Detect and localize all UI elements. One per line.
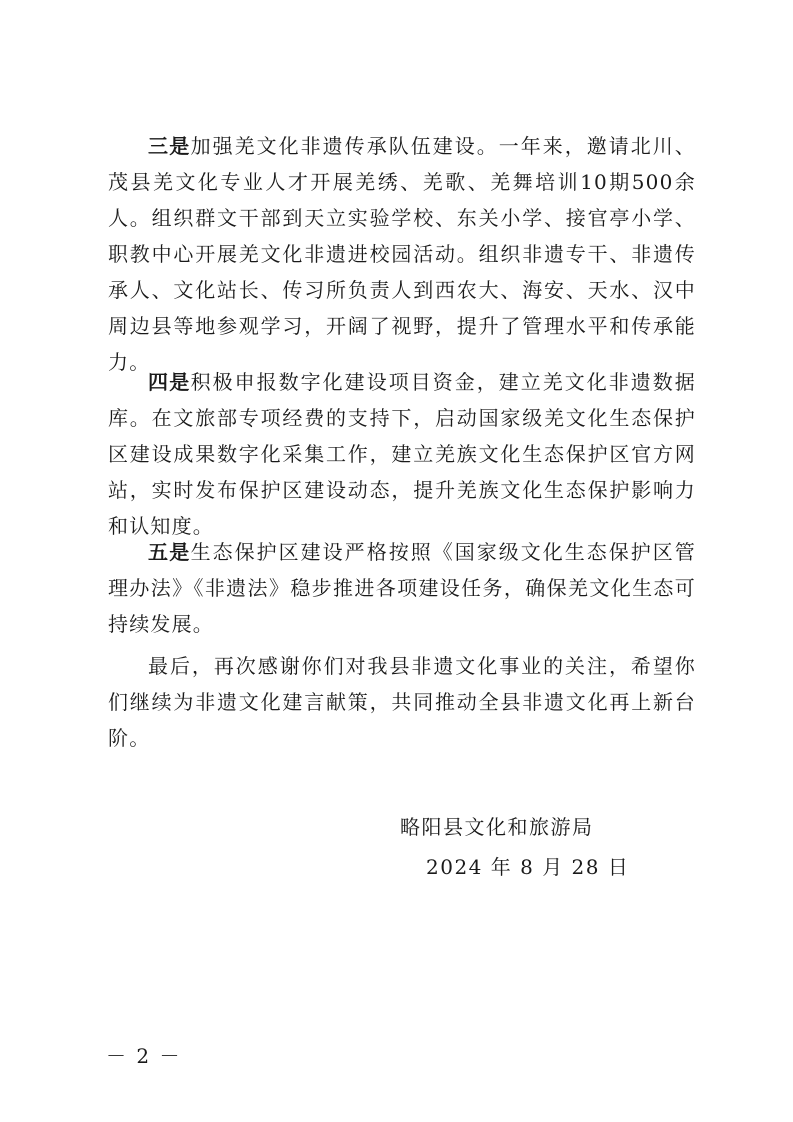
paragraph-text: 加强羌文化非遗传承队伍建设。一年来，邀请北川、茂县羌文化专业人才开展羌绣、羌歌、羌舞培训10期500余人。组织群文干部到天立实验学校、东关小学、接官亭小学、职教中心开展羌文化非遗进校园活动。组织非遗专干、非遗传承人、文化站长、传习所负责人到西农大、海安、天水、汉中周边县等地参观学习，开阔了视野，提升了管理水平和传承能力。 <box>108 134 696 374</box>
paragraph-lead: 五是 <box>148 540 191 564</box>
page-number: － 2 － <box>106 1044 182 1068</box>
paragraph-text: 生态保护区建设严格按照《国家级文化生态保护区管理办法》《非遗法》稳步推进各项建设任务，确保羌文化生态可持续发展。 <box>108 540 696 636</box>
paragraph-text: 最后，再次感谢你们对我县非遗文化事业的关注，希望你们继续为非遗文化建言献策，共同推动全县非遗文化再上新台阶。 <box>108 654 696 750</box>
signature-organization: 略阳县文化和旅游局 <box>400 815 594 839</box>
paragraph-three <box>108 128 696 380</box>
paragraph-four <box>108 364 696 544</box>
paragraph-lead: 四是 <box>148 370 191 394</box>
paragraph-text: 积极申报数字化建设项目资金，建立羌文化非遗数据库。在文旅部专项经费的支持下，启动国家级羌文化生态保护区建设成果数字化采集工作，建立羌族文化生态保护区官方网站，实时发布保护区建设动态，提升羌族文化生态保护影响力和认知度。 <box>108 370 696 538</box>
paragraph-lead: 三是 <box>148 134 191 158</box>
paragraph-closing <box>108 648 696 756</box>
paragraph-five <box>108 534 696 642</box>
signature-date: 2024 年 8 月 28 日 <box>426 855 630 879</box>
